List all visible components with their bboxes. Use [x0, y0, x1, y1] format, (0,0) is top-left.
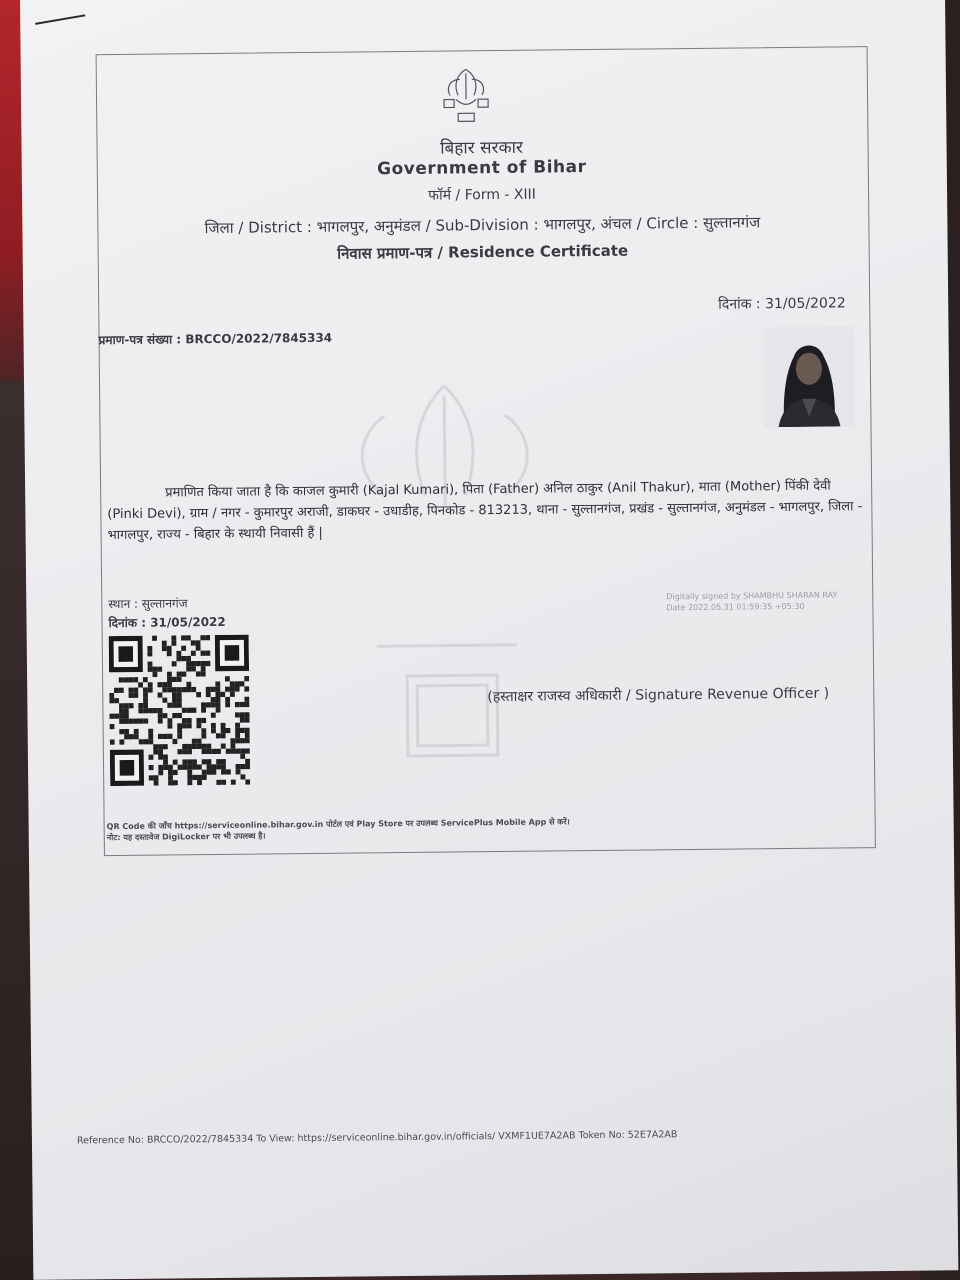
qr-note-line2: नोट: यह दस्तावेज DigiLocker पर भी उपलब्ध है। — [106, 831, 266, 843]
digital-signature-stamp — [666, 589, 837, 613]
qr-note-line1: QR Code की जाँच https://serviceonline.bihar.gov.in पोर्टल एवं Play Store पर उपलब्ध ServicePlus Mobile App से करें। — [106, 817, 570, 832]
issue-date-bottom: दिनांक : 31/05/2022 — [108, 614, 226, 631]
pen-mark — [30, 11, 100, 32]
watermark-emblem — [314, 374, 579, 817]
certificate-paper — [20, 0, 958, 1280]
certificate-title: निवास प्रमाण-पत्र / Residence Certificate — [337, 241, 629, 263]
reference-footer: Reference No: BRCCO/2022/7845334 To View: https://serviceonline.bihar.gov.in/officials/ VXMF1UE7A2AB Token No: 52E7A2AB — [76, 1129, 678, 1147]
district-line: जिला / District : भागलपुर, अनुमंडल / Sub-Division : भागलपुर, अंचल / Circle : सुल्तानगंज — [204, 213, 761, 238]
hindi-government-title: बिहार सरकार — [440, 137, 524, 159]
qr-code-icon — [109, 635, 251, 786]
bihar-emblem-icon — [436, 65, 497, 128]
government-title: Government of Bihar — [376, 157, 587, 180]
place-of-issue: स्थान : सुल्तानगंज — [108, 596, 188, 612]
digital-sign-line2: Date 2022.05.31 01:59:35 +05:30 — [666, 601, 805, 613]
certificate-body-text: प्रमाणित किया जाता है कि काजल कुमारी (Kajal Kumari), पिता (Father) अनिल ठाकुर (Anil Thakur), माता (Mother) पिंकी देवी (Pinki Devi), ग्राम / नगर - कुमारपुर अराजी, डाकघर - उधाडीह, पिनकोड - 813213, थाना - सुल्तानगंज, प्रखंड - सुल्तानगंज, अनुमंडल - भागलपुर, जिला - भागलपुर, राज्य - बिहार के स्थायी निवासी हैं | — [107, 478, 863, 544]
signature-label: (हस्ताक्षर राजस्व अधिकारी / Signature Revenue Officer ) — [487, 685, 830, 706]
certificate-number: प्रमाण-पत्र संख्या : BRCCO/2022/7845334 — [98, 330, 333, 348]
applicant-photo — [763, 326, 854, 427]
digital-sign-line1: Digitally signed by SHAMBHU SHARAN RAY — [666, 590, 838, 602]
issue-date: दिनांक : 31/05/2022 — [718, 295, 846, 313]
form-number: फॉर्म / Form - XIII — [428, 186, 536, 204]
